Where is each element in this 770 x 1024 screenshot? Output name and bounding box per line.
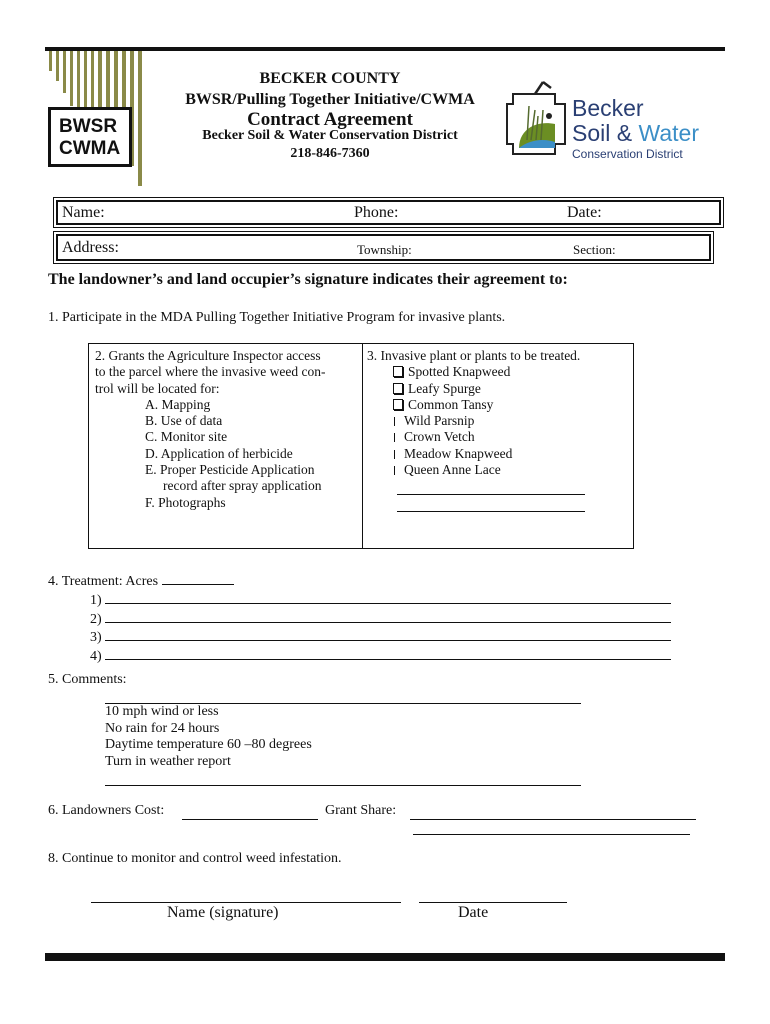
item-2-line: 2. Grants the Agriculture Inspector access: [95, 348, 321, 363]
item-8-text: 8. Continue to monitor and control weed infestation.: [48, 851, 342, 866]
landowners-cost-label: 6. Landowners Cost:: [48, 803, 165, 818]
plant-option-label: Meadow Knapweed: [404, 445, 513, 461]
treatment-row-line[interactable]: [105, 610, 671, 623]
item-3-options: [367, 364, 580, 478]
plant-option[interactable]: [393, 381, 580, 397]
comments-notes: [105, 704, 312, 770]
item-2-option: D. Application of herbicide: [145, 445, 293, 461]
treatment-row[interactable]: [90, 610, 671, 629]
bullet-tick-icon: [394, 466, 395, 475]
checkbox-icon[interactable]: [393, 366, 403, 377]
treatment-row[interactable]: [90, 647, 671, 666]
acres-field[interactable]: [162, 572, 234, 585]
swcd-logo-line3: Conservation District: [572, 147, 683, 161]
plant-option[interactable]: [393, 413, 580, 429]
item-2-option: F. Photographs: [145, 494, 226, 510]
treatment-row-number: 3): [90, 630, 102, 645]
treatment-row-number: 4): [90, 648, 102, 664]
swcd-logo-water: Water: [638, 120, 699, 146]
comment-note: Daytime temperature 60 –80 degrees: [105, 737, 312, 752]
plant-option[interactable]: [393, 462, 580, 478]
bullet-tick-icon: [394, 433, 395, 442]
item-2-line: to the parcel where the invasive weed con-: [95, 364, 326, 380]
phone-field-label: Phone:: [354, 204, 399, 221]
item-4-label: [48, 572, 234, 590]
district-phone: 218-846-7360: [290, 146, 370, 161]
item-3-block: [367, 348, 580, 478]
plant-option-label: Spotted Knapweed: [408, 364, 511, 380]
plant-option[interactable]: [393, 364, 580, 380]
address-field-label: Address:: [62, 239, 119, 256]
item-2-option: A. Mapping: [145, 396, 211, 412]
swcd-logo-line2: [572, 121, 699, 145]
agreement-heading: The landowner’s and land occupier’s signature indicates their agreement to:: [48, 271, 568, 288]
treatment-acres-label: 4. Treatment: Acres: [48, 574, 159, 589]
treatment-rows: [90, 591, 671, 665]
becker-swcd-logo-mark: [505, 80, 570, 165]
item-2-options: [95, 397, 326, 511]
other-plant-line[interactable]: [397, 494, 585, 495]
plant-option[interactable]: [393, 429, 580, 445]
treatment-row-line[interactable]: [105, 591, 671, 604]
plant-option[interactable]: [393, 446, 580, 462]
treatment-row[interactable]: [90, 591, 671, 610]
grant-share-field[interactable]: [410, 819, 696, 820]
comment-note: Turn in weather report: [105, 753, 231, 769]
other-plant-line[interactable]: [397, 511, 585, 512]
treatment-row[interactable]: [90, 628, 671, 647]
bullet-tick-icon: [394, 417, 395, 426]
plant-option-label: Leafy Spurge: [408, 380, 481, 396]
treatment-row-line[interactable]: [105, 647, 671, 660]
signature-date-line[interactable]: [419, 902, 567, 903]
date-field-label: Date:: [567, 204, 602, 221]
signature-line[interactable]: [91, 902, 401, 903]
grant-share-label: Grant Share:: [325, 803, 397, 818]
plant-option-label: Common Tansy: [408, 396, 494, 412]
treatment-row-number: 2): [90, 611, 102, 627]
item-1-text: 1. Participate in the MDA Pulling Together Initiative Program for invasive plants.: [48, 310, 506, 325]
comment-note: No rain for 24 hours: [105, 720, 220, 736]
swcd-logo-soil: Soil &: [572, 120, 639, 146]
swcd-logo-line1: Becker: [572, 95, 644, 121]
bottom-rule: [45, 953, 725, 961]
item-2-option: B. Use of data: [145, 413, 223, 429]
plant-option-label: Wild Parsnip: [404, 413, 475, 429]
plant-option-label: Queen Anne Lace: [404, 462, 501, 478]
signature-date-label: Date: [458, 904, 489, 921]
bwsr-logo-line1: BWSR: [59, 116, 118, 137]
item-2-block: [95, 348, 326, 511]
checkbox-icon[interactable]: [393, 399, 403, 410]
item-2-option: record after spray application: [163, 478, 322, 494]
checkbox-icon[interactable]: [393, 383, 403, 394]
item-2-option: E. Proper Pesticide Application: [145, 462, 315, 478]
item-5-label: 5. Comments:: [48, 672, 127, 687]
signature-name-label: Name (signature): [167, 904, 279, 921]
section-field-label: Section:: [573, 242, 616, 257]
county-heading: BECKER COUNTY: [259, 70, 401, 87]
item-2-option: C. Monitor site: [145, 429, 228, 445]
bwsr-cwma-logo-badge: [48, 107, 132, 167]
treatment-row-number: 1): [90, 593, 102, 608]
name-field-label: Name:: [62, 204, 105, 221]
district-name: Becker Soil & Water Conservation District: [202, 128, 458, 143]
landowners-cost-field[interactable]: [182, 819, 318, 820]
township-field-label: Township:: [357, 242, 412, 257]
item-2-line: trol will be located for:: [95, 380, 220, 396]
item-3-heading: 3. Invasive plant or plants to be treated.: [367, 348, 581, 363]
plant-option-label: Crown Vetch: [404, 429, 475, 445]
bwsr-logo-line2: CWMA: [59, 138, 121, 159]
bullet-tick-icon: [394, 450, 395, 459]
comments-line[interactable]: [105, 785, 581, 786]
document-title: Contract Agreement: [247, 109, 413, 130]
treatment-row-line[interactable]: [105, 628, 671, 641]
plant-option[interactable]: [393, 397, 580, 413]
comment-note: 10 mph wind or less: [105, 704, 219, 719]
program-heading: BWSR/Pulling Together Initiative/CWMA: [185, 91, 475, 108]
grant-share-field-2[interactable]: [413, 834, 690, 835]
